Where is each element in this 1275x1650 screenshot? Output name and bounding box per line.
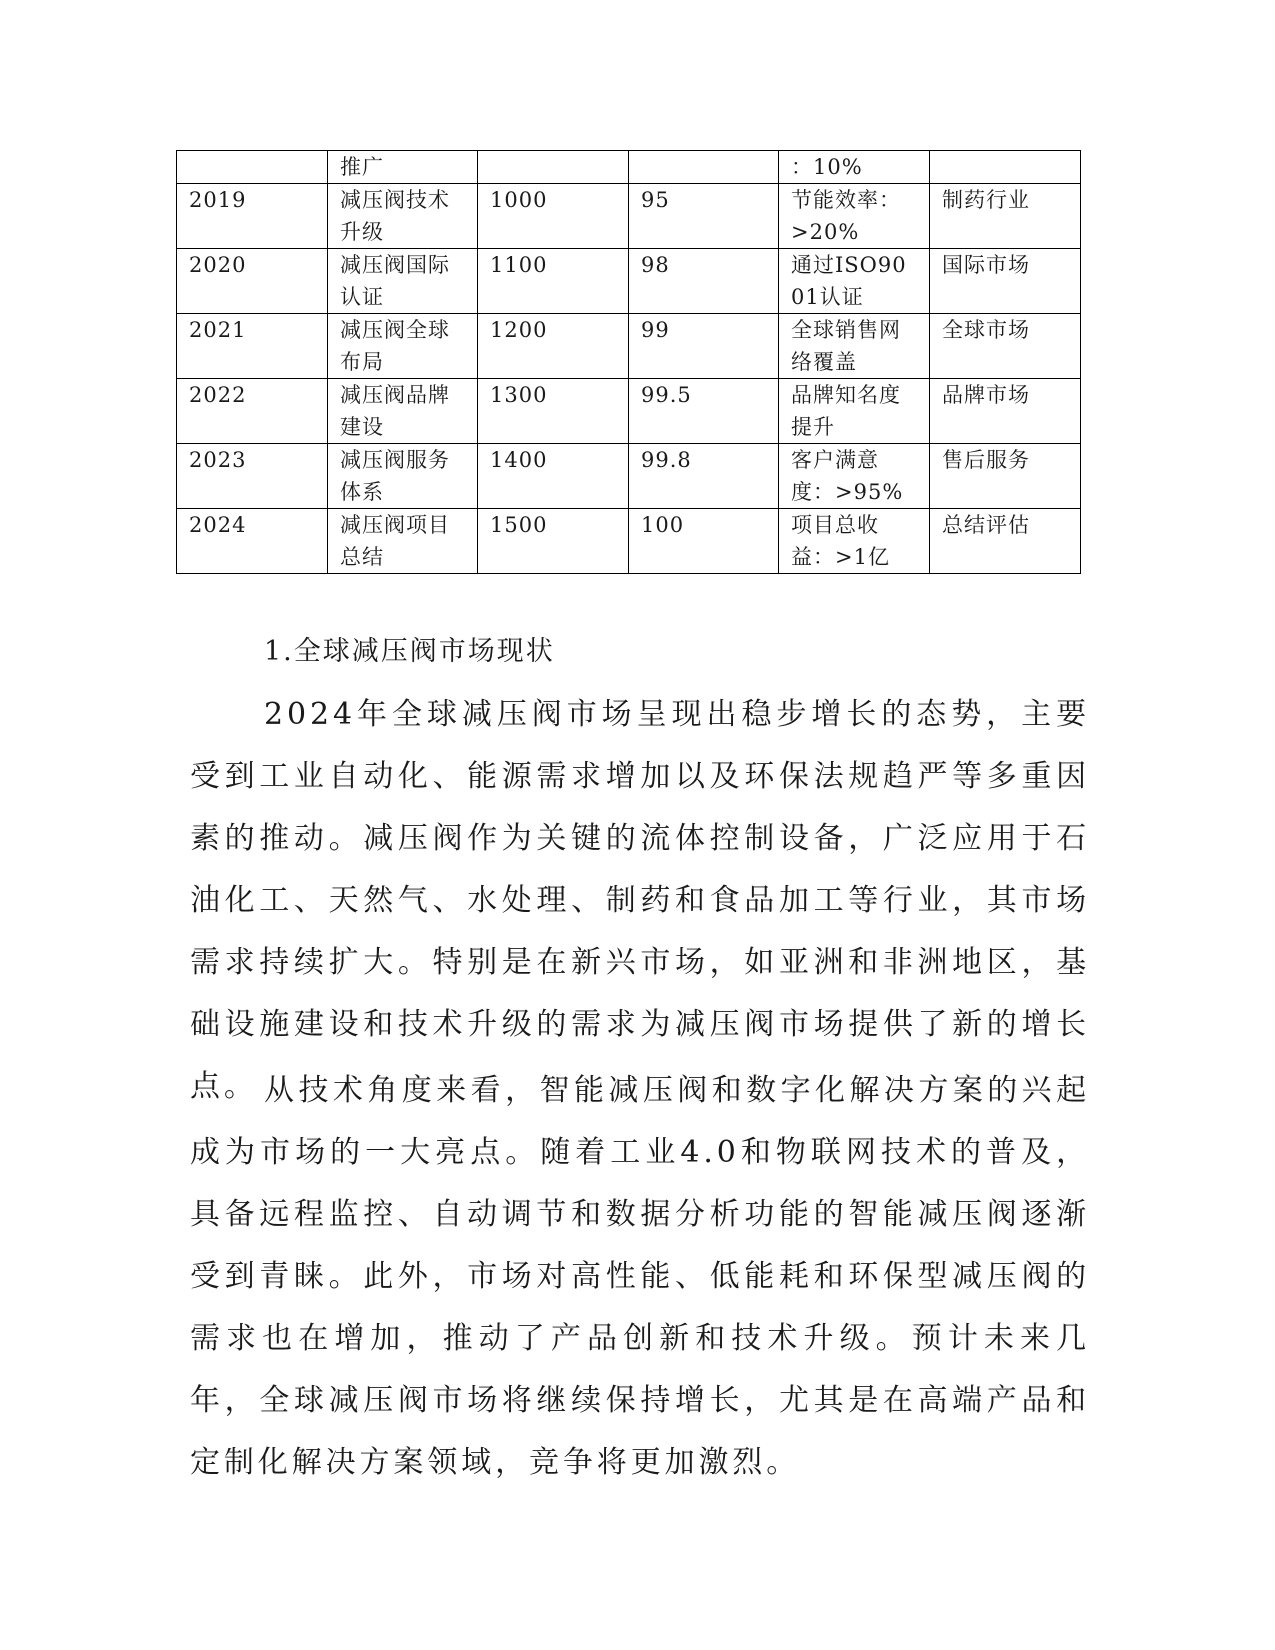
table-row [177,509,1081,574]
table-cell: 售后服务 [930,444,1081,509]
table-cell: 总结评估 [930,509,1081,574]
table-cell: 1400 [478,444,629,509]
table-cell: 全球销售网络覆盖 [779,314,930,379]
table-cell: 2019 [177,184,328,249]
table-cell: ：10% [779,151,930,184]
table-cell: 95 [629,184,779,249]
table-row [177,379,1081,444]
table-row [177,184,1081,249]
table-cell: 推广 [328,151,478,184]
table-cell: 2021 [177,314,328,379]
table-cell: 减压阀技术升级 [328,184,478,249]
table-cell: 2020 [177,249,328,314]
table-cell: 2023 [177,444,328,509]
table-cell: 减压阀国际认证 [328,249,478,314]
table-row [177,151,1081,184]
table-row [177,444,1081,509]
table-cell: 2022 [177,379,328,444]
table-cell: 减压阀项目总结 [328,509,478,574]
data-table [176,150,1081,574]
table-cell: 品牌知名度提升 [779,379,930,444]
table-cell: 1200 [478,314,629,379]
section-heading: 1.全球减压阀市场现状 [264,636,555,667]
table-cell [930,151,1081,184]
table-cell: 减压阀全球布局 [328,314,478,379]
body-paragraph: 2024年全球减压阀市场呈现出稳步增长的态势，主要受到工业自动化、能源需求增加以及环保法规趋严等多重因素的推动。减压阀作为关键的流体控制设备，广泛应用于石油化工、天然气、水处理、制药和食品加工等行业，其市场需求持续扩大。特别是在新兴市场，如亚洲和非洲地区，基础设施建设和技术升级的需求为减压阀市场提供了新的增长点。 [190,697,1090,1104]
table-cell: 制药行业 [930,184,1081,249]
table-cell: 1300 [478,379,629,444]
table-cell: 通过ISO9001认证 [779,249,930,314]
body-paragraph: 从技术角度来看，智能减压阀和数字化解决方案的兴起成为市场的一大亮点。随着工业4.0和物联网技术的普及，具备远程监控、自动调节和数据分析功能的智能减压阀逐渐受到青睐。此外，市场对高性能、低能耗和环保型减压阀的需求也在增加，推动了产品创新和技术升级。预计未来几年，全球减压阀市场将继续保持增长，尤其是在高端产品和定制化解决方案领域，竞争将更加激烈。 [190,1073,1090,1480]
table-cell [177,151,328,184]
table-cell: 品牌市场 [930,379,1081,444]
table-cell: 减压阀品牌建设 [328,379,478,444]
table-cell: 客户满意度：>95% [779,444,930,509]
table-row [177,314,1081,379]
table-cell: 减压阀服务体系 [328,444,478,509]
table-cell: 国际市场 [930,249,1081,314]
table-cell [478,151,629,184]
table-cell: 99.5 [629,379,779,444]
table-cell [629,151,779,184]
table-cell: 1100 [478,249,629,314]
table-cell: 项目总收益：>1亿 [779,509,930,574]
table-cell: 99.8 [629,444,779,509]
table-row [177,249,1081,314]
table-cell: 节能效率：>20% [779,184,930,249]
table-cell: 98 [629,249,779,314]
table-cell: 全球市场 [930,314,1081,379]
table-cell: 100 [629,509,779,574]
table-cell: 2024 [177,509,328,574]
table-cell: 1000 [478,184,629,249]
table-cell: 99 [629,314,779,379]
table-cell: 1500 [478,509,629,574]
